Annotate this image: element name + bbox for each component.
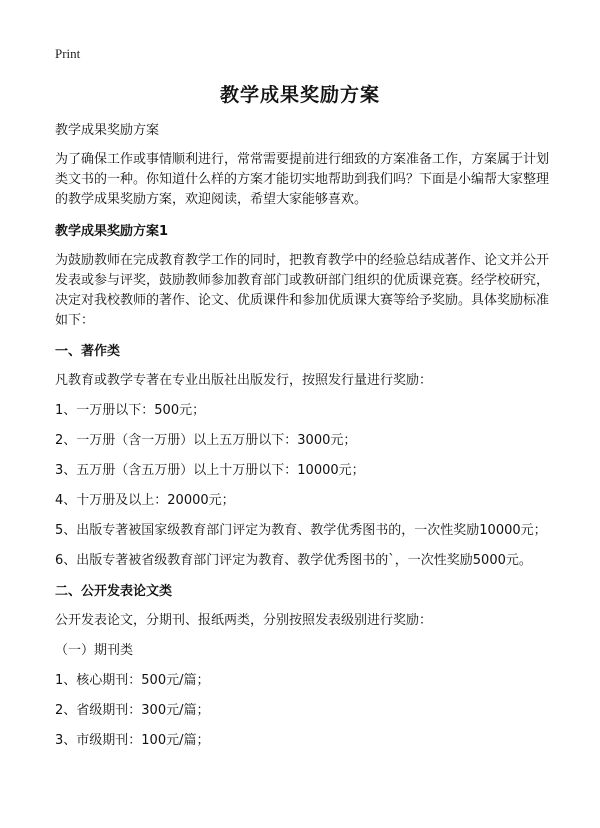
section-body-paragraph: 为鼓励教师在完成教育教学工作的同时，把教育教学中的经验总结成著作、论文并公开发表或参与评奖，鼓励教师参加教育部门或教研部门组织的优质课竞赛。经学校研究，决定对我校教师的著作、论文、优质课件和参加优质课大赛等给予奖励。具体奖励标准如下： [55, 253, 550, 328]
part2-intro: 公开发表论文，分期刊、报纸两类，分别按照发表级别进行奖励： [55, 613, 433, 628]
document-subtitle: 教学成果奖励方案 [55, 123, 160, 138]
part1-heading: 一、著作类 [55, 344, 121, 359]
part2-heading: 二、公开发表论文类 [55, 584, 173, 599]
page-title: 教学成果奖励方案 [219, 84, 380, 106]
part2-sub-heading: （一）期刊类 [55, 643, 134, 658]
list-item: 1、一万册以下：500元； [55, 403, 206, 418]
part1-intro: 凡教育或教学专著在专业出版社出版发行，按照发行量进行奖励： [55, 373, 433, 388]
list-item: 4、十万册及以上：20000元； [55, 493, 235, 508]
print-link[interactable]: Print [55, 46, 81, 61]
list-item: 2、省级期刊：300元/篇； [55, 703, 210, 718]
list-item: 1、核心期刊：500元/篇； [55, 673, 210, 688]
list-item: 2、一万册（含一万册）以上五万册以下：3000元； [55, 433, 357, 448]
list-item: 6、出版专著被省级教育部门评定为教育、教学优秀图书的`，一次性奖励5000元。 [55, 553, 532, 568]
list-item: 3、市级期刊：100元/篇； [55, 733, 210, 748]
section-heading: 教学成果奖励方案1 [55, 224, 169, 239]
intro-paragraph: 为了确保工作或事情顺利进行，常常需要提前进行细致的方案准备工作，方案属于计划类文书的一种。你知道什么样的方案才能切实地帮助到我们吗？下面是小编帮大家整理的教学成果奖励方案，欢迎阅读，希望大家能够喜欢。 [55, 152, 550, 207]
list-item: 5、出版专著被国家级教育部门评定为教育、教学优秀图书的，一次性奖励10000元； [55, 523, 547, 538]
list-item: 3、五万册（含五万册）以上十万册以下：10000元； [55, 463, 365, 478]
document-body [55, 121, 555, 761]
